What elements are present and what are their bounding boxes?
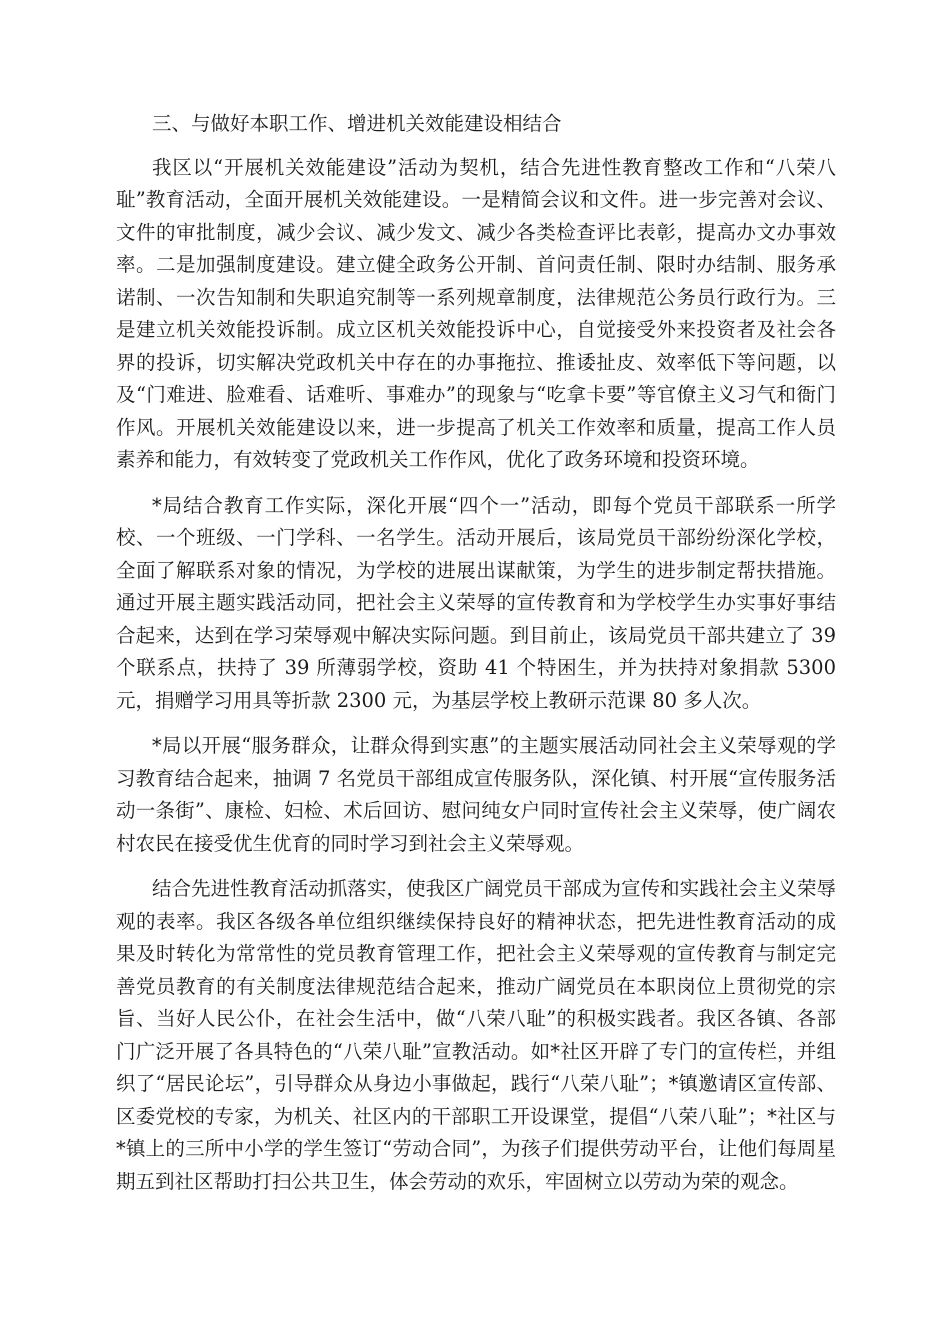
- section-heading: 三、与做好本职工作、增进机关效能建设相结合: [152, 112, 562, 135]
- paragraph-efficiency-building: 我区以“开展机关效能建设”活动为契机，结合先进性教育整改工作和“八荣八耻”教育活动，全面开展机关效能建设。一是精简会议和文件。进一步完善对会议、文件的审批制度，减少会议、减少发文、减少各类检查评比表彰，提高办文办事效率。二是加强制度建设。建立健全政务公开制、首问责任制、限时办结制、服务承诺制、一次告知制和失职追究制等一系列规章制度，法律规范公务员行政行为。三是建立机关效能投诉制。成立区机关效能投诉中心，自觉接受外来投资者及社会各界的投诉，切实解决党政机关中存在的办事拖拉、推诿扯皮、效率低下等问题，以及“门难进、脸难看、话难听、事难办”的现象与“吃拿卡要”等官僚主义习气和衙门作风。开展机关效能建设以来，进一步提高了机关工作效率和质量，提高工作人员素养和能力，有效转变了党政机关工作作风，优化了政务环境和投资环境。: [116, 155, 836, 471]
- paragraph-service-team: *局以开展“服务群众，让群众得到实惠”的主题实展活动同社会主义荣辱观的学习教育结合起来，抽调 7 名党员干部组成宣传服务队，深化镇、村开展“宣传服务活动一条街”、康检、妇检、术后回访、慰问纯女户同时宣传社会主义荣辱，使广阔农村农民在接受优生优育的同时学习到社会主义荣辱观。: [116, 734, 836, 855]
- document-body: [116, 108, 836, 1211]
- paragraph-advanced-education: 结合先进性教育活动抓落实，使我区广阔党员干部成为宣传和实践社会主义荣辱观的表率。我区各级各单位组织继续保持良好的精神状态，把先进性教育活动的成果及时转化为常常性的党员教育管理工作，把社会主义荣辱观的宣传教育与制定完善党员教育的有关制度法律规范结合起来，推动广阔党员在本职岗位上贯彻党的宗旨、当好人民公仆，在社会生活中，做“八荣八耻”的积极实践者。我区各镇、各部门广泛开展了各具特色的“八荣八耻”宣教活动。如*社区开辟了专门的宣传栏，并组织了“居民论坛”，引导群众从身边小事做起，践行“八荣八耻”；*镇邀请区宣传部、区委党校的专家，为机关、社区内的干部职工开设课堂，提倡“八荣八耻”；*社区与*镇上的三所中小学的学生签订“劳动合同”，为孩子们提供劳动平台，让他们每周星期五到社区帮助打扫公共卫生，体会劳动的欢乐，牢固树立以劳动为荣的观念。: [116, 877, 836, 1193]
- paragraph-education-bureau: *局结合教育工作实际，深化开展“四个一”活动，即每个党员干部联系一所学校、一个班级、一门学科、一名学生。活动开展后，该局党员干部纷纷深化学校，全面了解联系对象的情况，为学校的进展出谋献策，为学生的进步制定帮扶措施。通过开展主题实践活动同，把社会主义荣辱的宣传教育和为学校学生办实事好事结合起来，达到在学习荣辱观中解决实际问题。到目前止，该局党员干部共建立了 39 个联系点，扶持了 39 所薄弱学校，资助 41 个特困生，并为扶持对象捐款 5300 元，捐赠学习用具等折款 2300 元，为基层学校上教研示范课 80 多人次。: [116, 493, 836, 712]
